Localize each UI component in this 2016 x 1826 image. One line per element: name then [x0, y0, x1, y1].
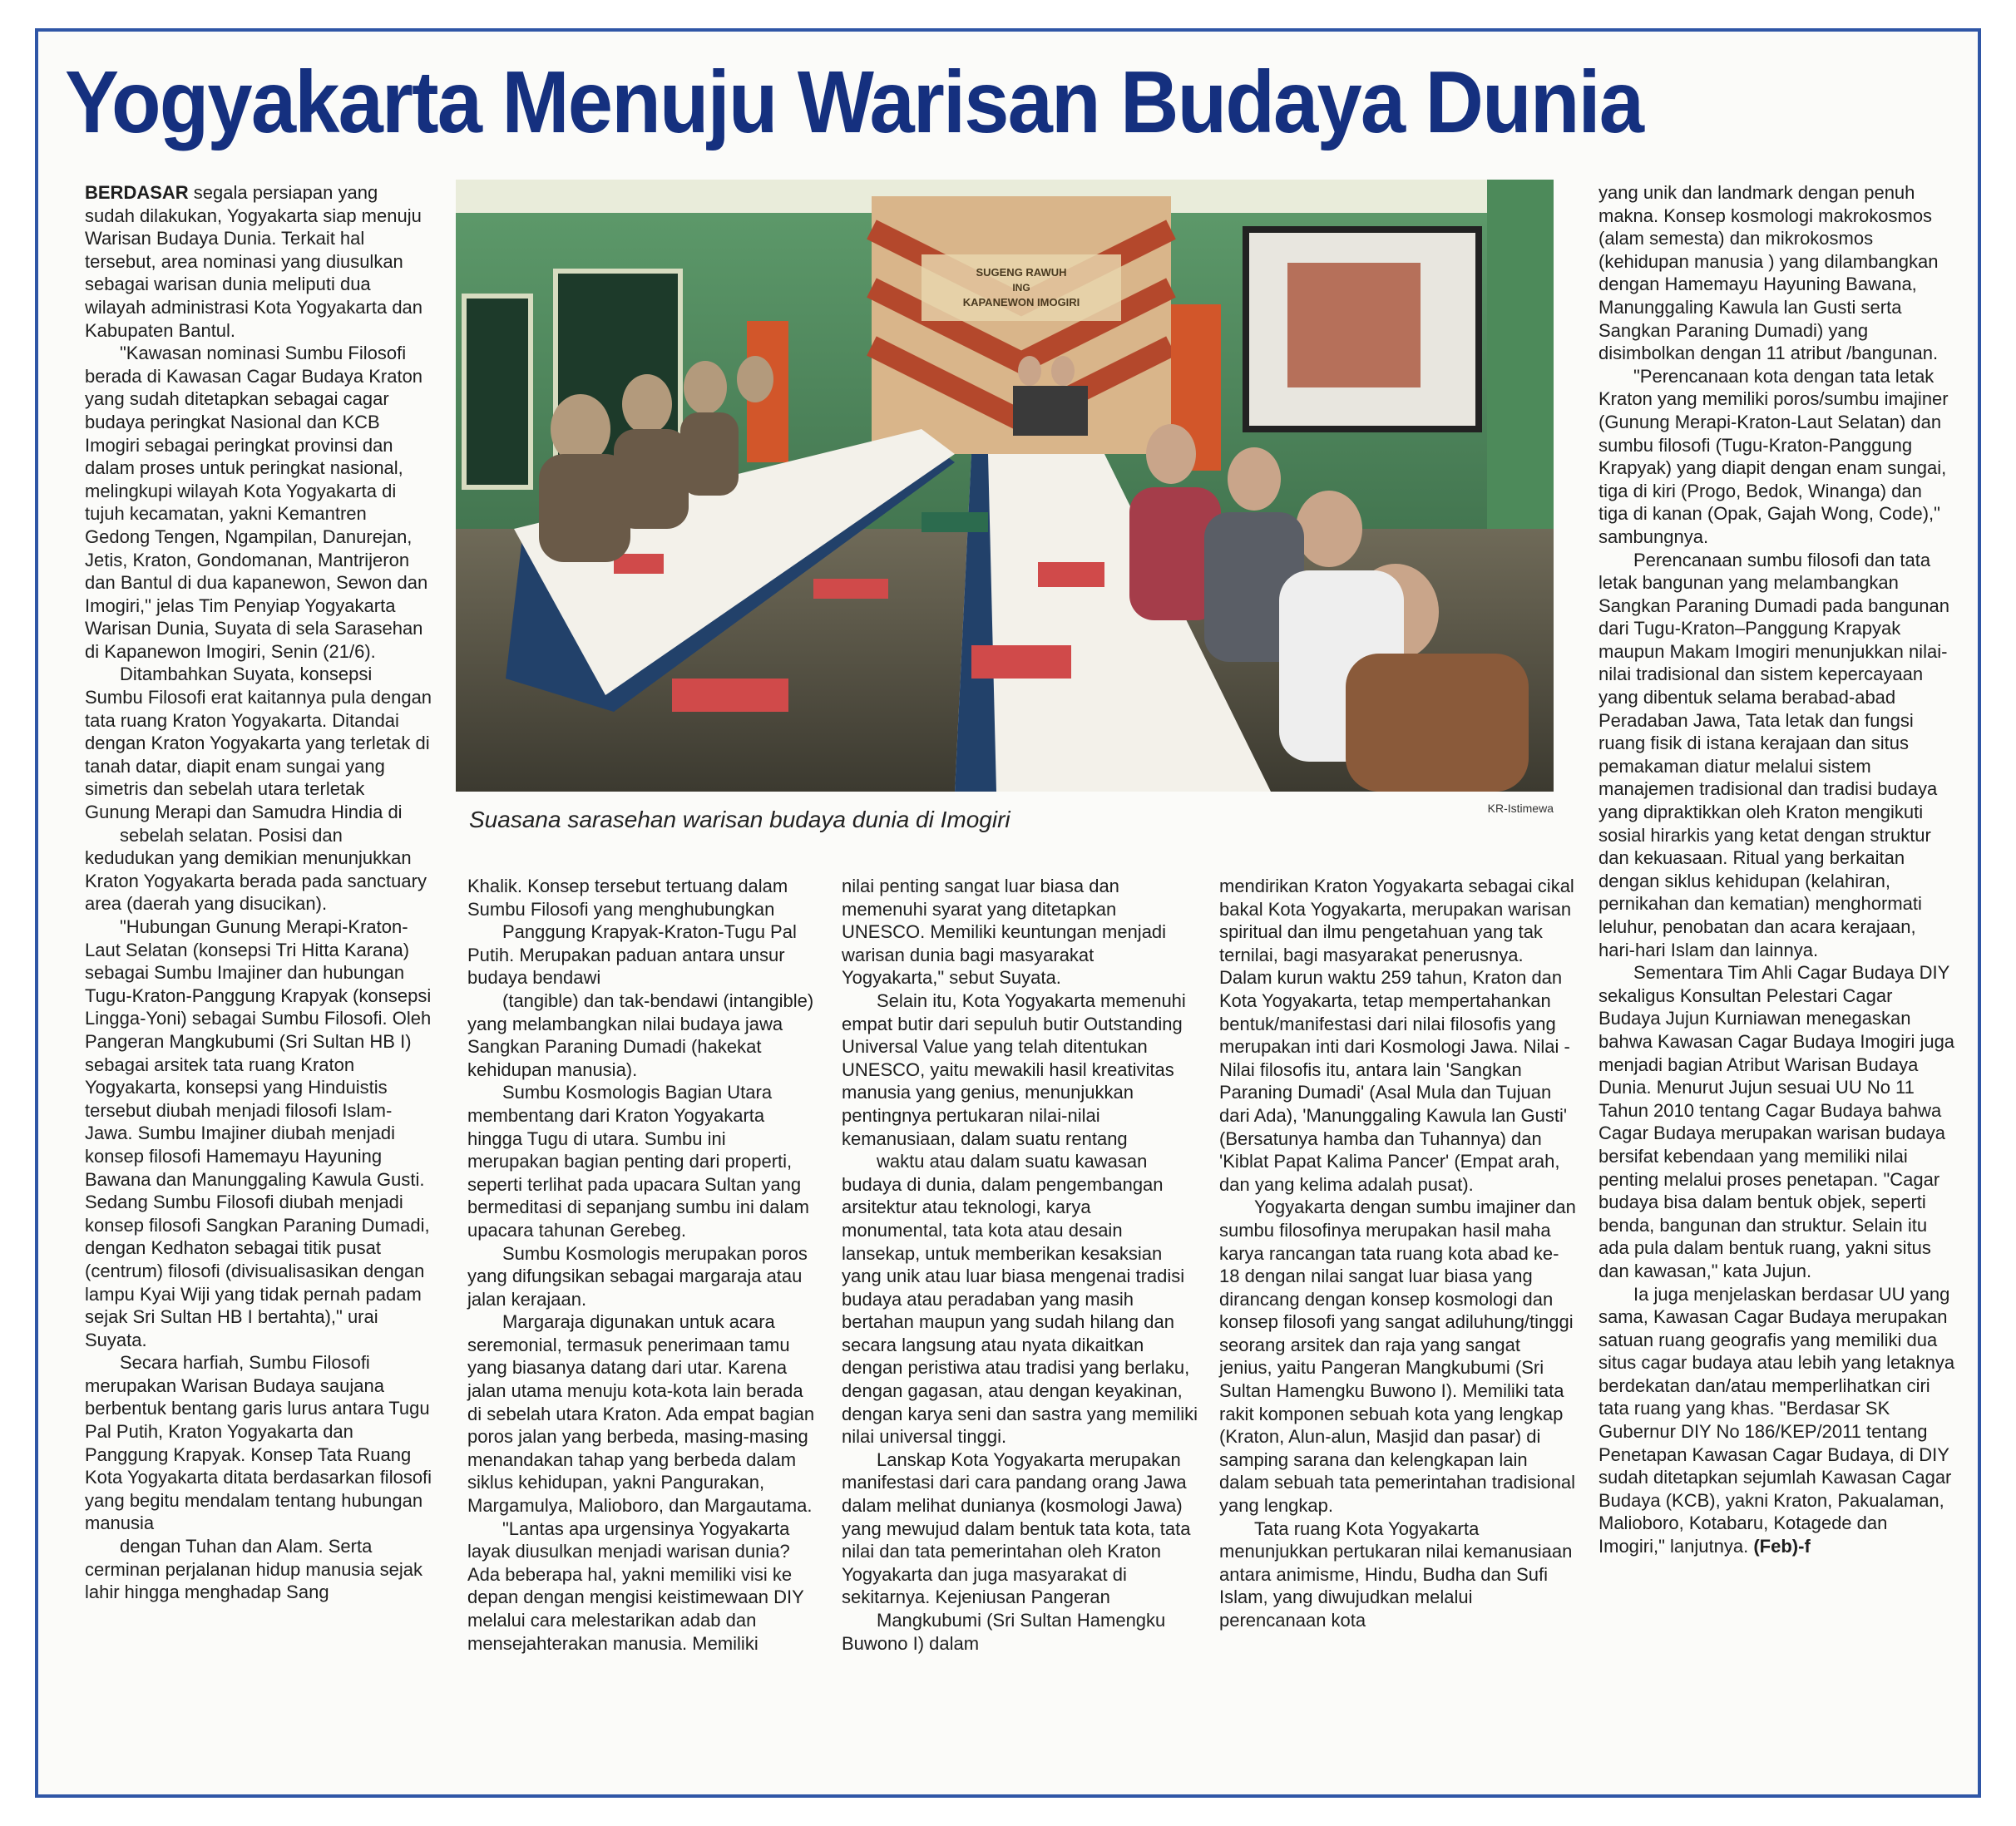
banner-line-2: ING: [1012, 282, 1030, 294]
headline: Yogyakarta Menuju Warisan Budaya Dunia: [65, 53, 1643, 151]
paragraph: sebelah selatan. Posisi dan kedudukan yang demikian menunjukkan Kraton Yogyakarta berada pada sanctuary area (daerah yang disucikan).: [85, 824, 427, 915]
article-column-5: [1598, 181, 1956, 1778]
signoff: (Feb)-f: [1753, 1536, 1811, 1557]
paragraph: nilai penting sangat luar biasa dan memenuhi syarat yang ditetapkan UNESCO. Memiliki keuntungan menjadi warisan dunia bagi masyarakat Yogyakarta," sebut Suyata.: [842, 876, 1167, 989]
paragraph: dengan Tuhan dan Alam. Serta cerminan perjalanan hidup manusia sejak lahir hingga menghadap Sang: [85, 1536, 423, 1603]
paragraph: "Hubungan Gunung Merapi-Kraton-Laut Selatan (konsepsi Tri Hitta Karana) sebagai Sumbu Imajiner dan hubungan Tugu-Kraton-Panggung Krapyak (konsepsi Lingga-Yoni) sebagai Sumbu Filosofi. Oleh Pangeran Mangkubumi (Sri Sultan HB I) sebagai arsitek tata ruang Kraton Yogyakarta, konsepsi yang Hinduistis tersebut diubah menjadi filosofi Islam-Jawa. Sumbu Imajiner diubah menjadi konsep filosofi Hamemayu Hayuning Bawana dan Manunggaling Kawula Gusti. Sedang Sumbu Filosofi diubah menjadi konsep filosofi Sangkan Paraning Dumadi, dengan Kedhaton sebagai titik pusat (centrum) filosofi (divisualisasikan dengan lampu Kyai Wiji yang tidak pernah padam sejak Sri Sultan HB I bertahta)," urai Suyata.: [85, 916, 432, 1350]
article-column-2: [467, 875, 815, 1773]
paragraph: "Perencanaan kota dengan tata letak Kraton yang memiliki poros/sumbu imajiner (Gunung Merapi-Kraton-Laut Selatan) dan sumbu filosofi (Tugu-Kraton-Panggung Krapyak) yang diapit dengan enam sungai, tiga di kiri (Progo, Bedok, Winanga) dan tiga di kanan (Opak, Gajah Wong, Code)," sambungnya.: [1598, 365, 1949, 547]
article-column-3: [842, 875, 1199, 1773]
paragraph: Secara harfiah, Sumbu Filosofi merupakan Warisan Budaya saujana berbentuk bentang garis lurus antara Tugu Pal Putih, Kraton Yogyakarta dan Panggung Krapyak. Konsep Tata Ruang Kota Yogyakarta ditata berdasarkan filosofi yang begitu mendalam tentang hubungan manusia: [85, 1352, 432, 1534]
paragraph: Yogyakarta dengan sumbu imajiner dan sumbu filosofinya merupakan hasil maha karya rancangan tata ruang kota abad ke-18 dengan nilai sangat luar biasa yang dirancang dengan konsep kosmologi dan konsep filosofi yang sangat adiluhung/tinggi seorang arsitek dan raja yang sangat jenius, yaitu Pangeran Mangkubumi (Sri Sultan Hamengku Buwono I). Memiliki tata rakit komponen sebuah kota yang lengkap (Kraton, Alun-alun, Masjid dan pasar) di samping sarana dan kelengkapan lain dalam sebuah tata pemerintahan tradisional yang lengkap.: [1219, 1197, 1576, 1517]
paragraph-text: Ia juga menjelaskan berdasar UU yang sama, Kawasan Cagar Budaya merupakan satuan ruang geografis yang memiliki dua situs cagar budaya atau lebih yang letaknya berdekatan dan/atau memperlihatkan ciri tata ruang yang khas. "Berdasar SK Gubernur DIY No 186/KEP/2011 tentang Penetapan Kawasan Cagar Budaya, di DIY sudah ditetapkan sejumlah Kawasan Cagar Budaya (KCB), yakni Kraton, Pakualaman, Malioboro, Kotabaru, Kotagede dan Imogiri," lanjutnya.: [1598, 1283, 1955, 1557]
paragraph: Sumbu Kosmologis Bagian Utara membentang dari Kraton Yogyakarta hingga Tugu di utara. Sumbu ini merupakan bagian penting dari properti, seperti terlihat pada upacara Sultan yang bermeditasi di sepanjang sumbu ini dalam upacara tahunan Gerebeg.: [467, 1082, 809, 1241]
paragraph: Sementara Tim Ahli Cagar Budaya DIY sekaligus Konsultan Pelestari Cagar Budaya Jujun Kurniawan menegaskan bahwa Kawasan Cagar Budaya Imogiri juga menjadi bagian Atribut Warisan Budaya Dunia. Menurut Jujun sesuai UU No 11 Tahun 2010 tentang Cagar Budaya bahwa Cagar Budaya merupakan warisan budaya bersifat kebendaan yang memiliki nilai penting melalui proses penetapan. "Cagar budaya bisa dalam bentuk objek, seperti benda, bangunan dan struktur. Selain itu ada pula dalam bentuk ruang, yakni situs dan kawasan," kata Jujun.: [1598, 962, 1955, 1281]
paragraph: Khalik. Konsep tersebut tertuang dalam Sumbu Filosofi yang menghubungkan: [467, 876, 788, 920]
paragraph: Tata ruang Kota Yogyakarta menunjukkan pertukaran nilai kemanusiaan antara animisme, Hindu, Budha dan Sufi Islam, yang diwujudkan melalui perencanaan kota: [1219, 1518, 1573, 1631]
paragraph: "Lantas apa urgensinya Yogyakarta layak diusulkan menjadi warisan dunia? Ada beberapa hal, yakni memiliki visi ke depan dengan mengisi keistimewaan DIY melalui cara melestarikan adab dan mensejahterakan manusia. Memiliki: [467, 1518, 804, 1654]
paragraph: Mangkubumi (Sri Sultan Hamengku Buwono I) dalam: [842, 1610, 1166, 1654]
paragraph-text: segala persiapan yang sudah dilakukan, Yogyakarta siap menuju Warisan Budaya Dunia. Terkait hal tersebut, area nominasi yang diusulkan sebagai warisan dunia meliputi dua wilayah administrasi Kota Yogyakarta dan Kabupaten Bantul.: [85, 182, 423, 341]
lead-word: BERDASAR: [85, 182, 189, 203]
paragraph: Margaraja digunakan untuk acara seremonial, termasuk penerimaan tamu yang biasanya datang dari utar. Karena jalan utama menuju kota-kota lain berada di sebelah utara Kraton. Ada empat bagian poros jalan yang berbeda, masing-masing menandakan tahap yang berbeda dalam siklus kehidupan, yakni Pangurakan, Margamulya, Malioboro, dan Margautama.: [467, 1311, 815, 1517]
meeting-room-photo: [456, 180, 1554, 792]
paragraph: mendirikan Kraton Yogyakarta sebagai cikal bakal Kota Yogyakarta, merupakan warisan spiritual dan ilmu pengetahuan yang tak ternilai, bagi masyarakat penerusnya. Dalam kurun waktu 259 tahun, Kraton dan Kota Yogyakarta, tetap mempertahankan bentuk/manifestasi dari nilai filosofis yang merupakan inti dari Kosmologi Jawa. Nilai - Nilai filosofis itu, antara lain 'Sangkan Paraning Dumadi' (Asal Mula dan Tujuan dari Ada), 'Manunggaling Kawula lan Gusti' (Bersatunya hamba dan Tuhannya) dan 'Kiblat Papat Kalima Pancer' (Empat arah, dan yang kelima adalah pusat).: [1219, 876, 1574, 1195]
paragraph: (tangible) dan tak-bendawi (intangible) yang melambangkan nilai budaya jawa Sangkan Paraning Dumadi (hakekat kehidupan manusia).: [467, 989, 814, 1080]
banner-line-1: SUGENG RAWUH: [976, 266, 1067, 279]
paragraph: Perencanaan sumbu filosofi dan tata letak bangunan yang melambangkan Sangkan Paraning Dumadi pada bangunan dari Tugu-Kraton–Panggung Krapyak maupun Makam Imogiri menunjukkan nilai-nilai tradisional dan sistem kepercayaan yang dibentuk selama berabad-abad Peradaban Jawa, Tata letak dan fungsi ruang fisik di istana kerajaan dan situs pemakaman diatur melalui sistem manajemen tradisional dan tradisi budaya yang dipraktikkan oleh Kraton mengikuti sosial hirarkis yang ketat dengan struktur dan kekuasaan. Ritual yang berkaitan dengan siklus kehidupan (kelahiran, pernikahan dan kematian) menghormati leluhur, penobatan dan acara kerajaan, hari-hari Islam dan lainnya.: [1598, 549, 1949, 960]
lead-paragraph: [85, 181, 432, 342]
paragraph: Lanskap Kota Yogyakarta merupakan manifestasi dari cara pandang orang Jawa dalam melihat dunianya (kosmologi Jawa) yang mewujud dalam bentuk tata kota, tata nilai dan tata pemerintahan oleh Kraton Yogyakarta dan juga masyarakat di sekitarnya. Kejeniusan Pangeran: [842, 1448, 1191, 1608]
paragraph: "Kawasan nominasi Sumbu Filosofi berada di Kawasan Cagar Budaya Kraton yang sudah ditetapkan sebagai cagar budaya peringkat Nasional dan KCB Imogiri sebagai peringkat provinsi dan dalam proses untuk peringkat nasional, melingkupi wilayah Kota Yogyakarta di tujuh kecamatan, yakni Kemantren Gedong Tengen, Ngampilan, Danurejan, Jetis, Kraton, Gondomanan, Mantrijeron dan Bantul di dua kapanewon, Sewon dan Imogiri," jelas Tim Penyiap Yogyakarta Warisan Dunia, Suyata di sela Sarasehan di Kapanewon Imogiri, Senin (21/6).: [85, 343, 428, 662]
paragraph: Panggung Krapyak-Kraton-Tugu Pal Putih. Merupakan paduan antara unsur budaya bendawi: [467, 921, 797, 989]
paragraph: waktu atau dalam suatu kawasan budaya di dunia, dalam pengembangan arsitektur atau teknologi, karya monumental, tata kota atau desain lansekap, untuk memberikan kesaksian yang unik atau luar biasa mengenai tradisi budaya atau peradaban yang masih bertahan maupun yang sudah hilang dan secara langsung atau nyata dikaitkan dengan peristiwa atau tradisi yang berlaku, dengan gagasan, atau dengan keyakinan, dengan karya seni dan sastra yang memiliki nilai universal tinggi.: [842, 1151, 1198, 1448]
banner-line-3: KAPANEWON IMOGIRI: [962, 296, 1080, 308]
paragraph: [1598, 1283, 1956, 1558]
paragraph: yang unik dan landmark dengan penuh makna. Konsep kosmologi makrokosmos (alam semesta) dan mikrokosmos (kehidupan manusia ) yang dilambangkan dengan Hamemayu Hayuning Bawana, Manunggaling Kawula lan Gusti serta Sangkan Paraning Dumadi) yang disimbolkan dengan 11 atribut /bangunan.: [1598, 182, 1939, 364]
paragraph: Sumbu Kosmologis merupakan poros yang difungsikan sebagai margaraja atau jalan kerajaan.: [467, 1242, 808, 1310]
paragraph: Selain itu, Kota Yogyakarta memenuhi empat butir dari sepuluh butir Outstanding Universal Value yang telah ditentukan UNESCO, yaitu mewakili hasil kreativitas manusia yang genius, menunjukkan pentingnya pertukaran nilai-nilai kemanusiaan, dalam suatu rentang: [842, 989, 1186, 1149]
event-photo: [456, 180, 1554, 792]
photo-credit: KR-Istimewa: [1487, 802, 1554, 815]
photo-caption: Suasana sarasehan warisan budaya dunia di Imogiri: [469, 807, 1010, 832]
paragraph: Ditambahkan Suyata, konsepsi Sumbu Filosofi erat kaitannya pula dengan tata ruang Kraton Yogyakarta. Ditandai dengan Kraton Yogyakarta yang terletak di tanah datar, diapit enam sungai yang simetris dan sebelah utara terletak Gunung Merapi dan Samudra Hindia di: [85, 664, 432, 823]
article-column-4: [1219, 875, 1577, 1773]
article-column-1: [85, 181, 432, 1778]
